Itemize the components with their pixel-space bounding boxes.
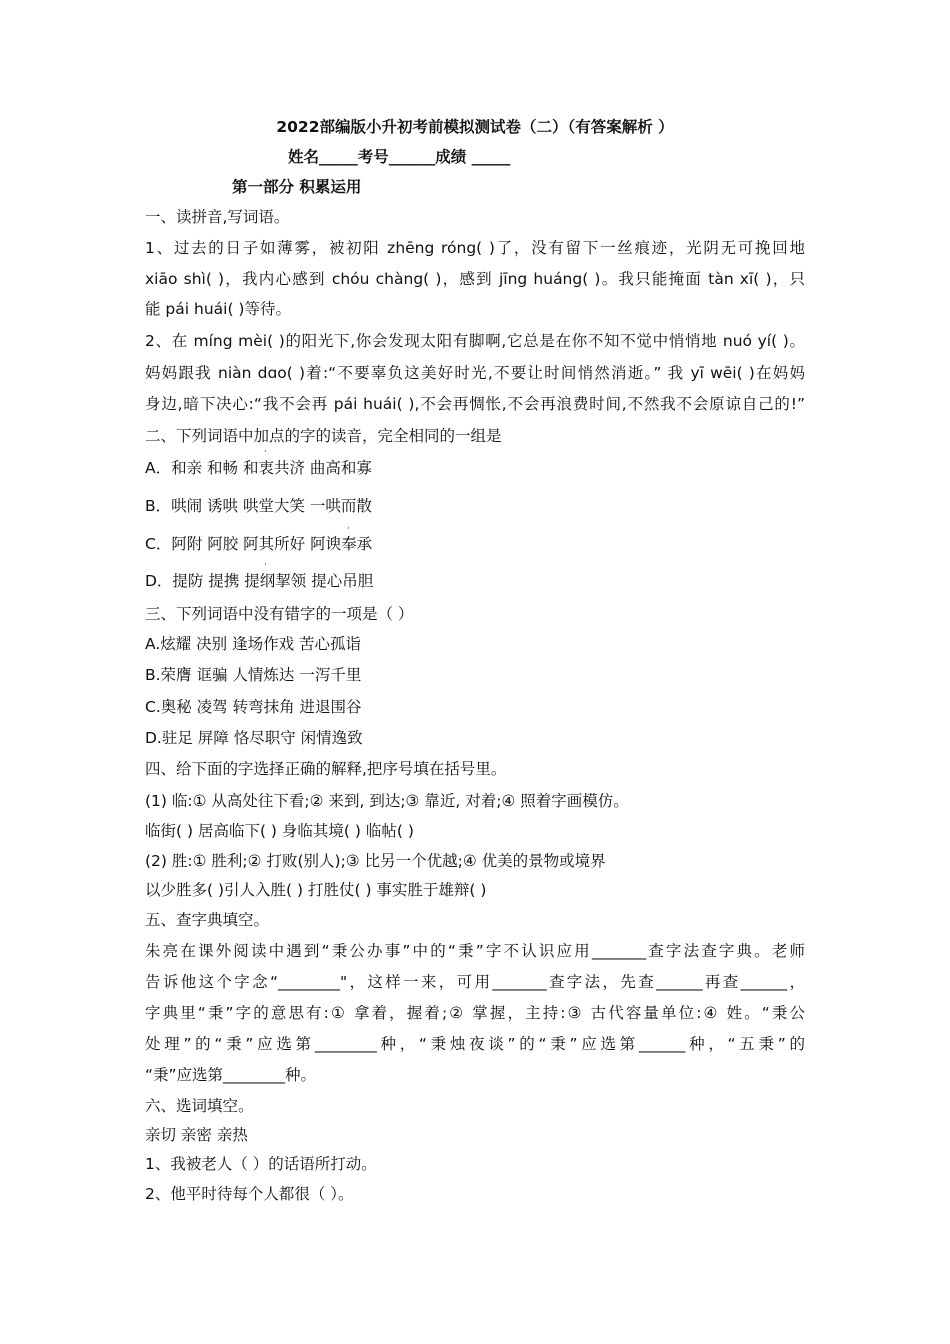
section-6-question-1: 1、我被老人（ ）的话语所打动。: [145, 1155, 377, 1173]
section-3-option-a: A.炫耀 决别 逢场作戏 苦心孤诣: [145, 635, 362, 653]
section-5-line-1: 朱亮在课外阅读中遇到“秉公办事”中的“秉”字不认识应用_______查字法查字典。老师: [145, 942, 805, 960]
section-1-heading: 一、读拼音,写词语。: [145, 208, 290, 226]
section-2-option-b: B．哄闹 诱哄 哄堂大笑 一哄而散: [145, 497, 372, 515]
section-3-option-d: D.驻足 屏障 恪尽职守 闲情逸致: [145, 729, 363, 747]
section-5-line-5: “秉”应选第________种。: [145, 1066, 317, 1084]
section-1-passage-2-line-3: 身边,暗下决心:“我不会再 pái huái( ),不会再惆怅,不会再浪费时间,不然我不会原谅自己的!”: [145, 395, 805, 413]
section-6-heading: 六、选词填空。: [145, 1097, 254, 1115]
section-6-question-2: 2、他平时待每个人都很（ ）。: [145, 1185, 354, 1203]
document-title: 2022部编版小升初考前模拟测试卷（二）（有答案解析 ）: [276, 118, 674, 136]
emphasis-dot-a: ·: [264, 447, 267, 457]
section-2-option-d: D．提防 提携 提纲挈领 提心吊胆: [145, 572, 374, 590]
section-3-option-b: B.荣膺 诓骗 人情炼达 一泻千里: [145, 666, 362, 684]
section-2-option-c: C．阿附 阿胶 阿其所好 阿谀奉承: [145, 535, 373, 553]
section-5-line-4: 处理”的“秉”应选第________种，“秉烛夜谈”的“秉”应选第______种，“五秉”的: [145, 1035, 805, 1053]
emphasis-dot-d: ·: [264, 560, 267, 570]
section-5-line-2: 告诉他这个字念“________"，这样一来，可用_______查字法，先查______再查______，: [145, 973, 805, 991]
section-1-passage-1-line-2: xiāo shì( )，我内心感到 chóu chàng( )，感到 jīng huáng( )。我只能掩面 tàn xī( )，只: [145, 270, 805, 288]
section-1-passage-2-line-1: 2、在 míng mèi( )的阳光下,你会发现太阳有脚啊,它总是在你不知不觉中悄悄地 nuó yí( )。: [145, 332, 805, 350]
section-5-line-3: 字典里“秉”字的意思有:① 拿着，握着;② 掌握，主持:③ 古代容量单位:④ 姓。“秉公: [145, 1004, 805, 1022]
student-info-line: 姓名_____考号______成绩 _____: [288, 148, 511, 166]
section-3-option-c: C.奥秘 凌驾 转弯抹角 进退围谷: [145, 698, 362, 716]
section-4-question-2: (2) 胜:① 胜利;② 打败(别人);③ 比另一个优越;④ 优美的景物或境界: [145, 852, 606, 870]
section-1-passage-1-line-1: 1、过去的日子如薄雾，被初阳 zhēng róng( )了，没有留下一丝痕迹，光阴无可挽回地: [145, 239, 805, 257]
section-1-passage-1-line-3: 能 pái huái( )等待。: [145, 300, 291, 318]
section-2-option-a: A．和亲 和畅 和衷共济 曲高和寡: [145, 459, 372, 477]
section-4-question-1: (1) 临:① 从高处往下看;② 来到, 到达;③ 靠近, 对着;④ 照着字画模仿。: [145, 792, 629, 810]
section-2-heading: 二、下列词语中加点的字的读音，完全相同的一组是: [145, 427, 502, 445]
section-5-heading: 五、查字典填空。: [145, 911, 270, 929]
section-4-question-2-items: 以少胜多( )引人入胜( ) 打胜仗( ) 事实胜于雄辩( ): [145, 881, 487, 899]
section-4-question-1-items: 临街( ) 居高临下( ) 身临其境( ) 临帖( ): [145, 822, 414, 840]
section-3-heading: 三、下列词语中没有错字的一项是（ ）: [145, 605, 414, 623]
emphasis-dot-c: ·: [347, 524, 350, 534]
part-one-title: 第一部分 积累运用: [232, 178, 362, 196]
section-4-heading: 四、给下面的字选择正确的解释,把序号填在括号里。: [145, 760, 507, 778]
section-1-passage-2-line-2: 妈妈跟我 niàn dɑo( )着:“不要辜负这美好时光,不要让时间悄然消逝。” 我 yī wēi( )在妈妈: [145, 364, 805, 382]
section-6-word-choices: 亲切 亲密 亲热: [145, 1126, 248, 1144]
